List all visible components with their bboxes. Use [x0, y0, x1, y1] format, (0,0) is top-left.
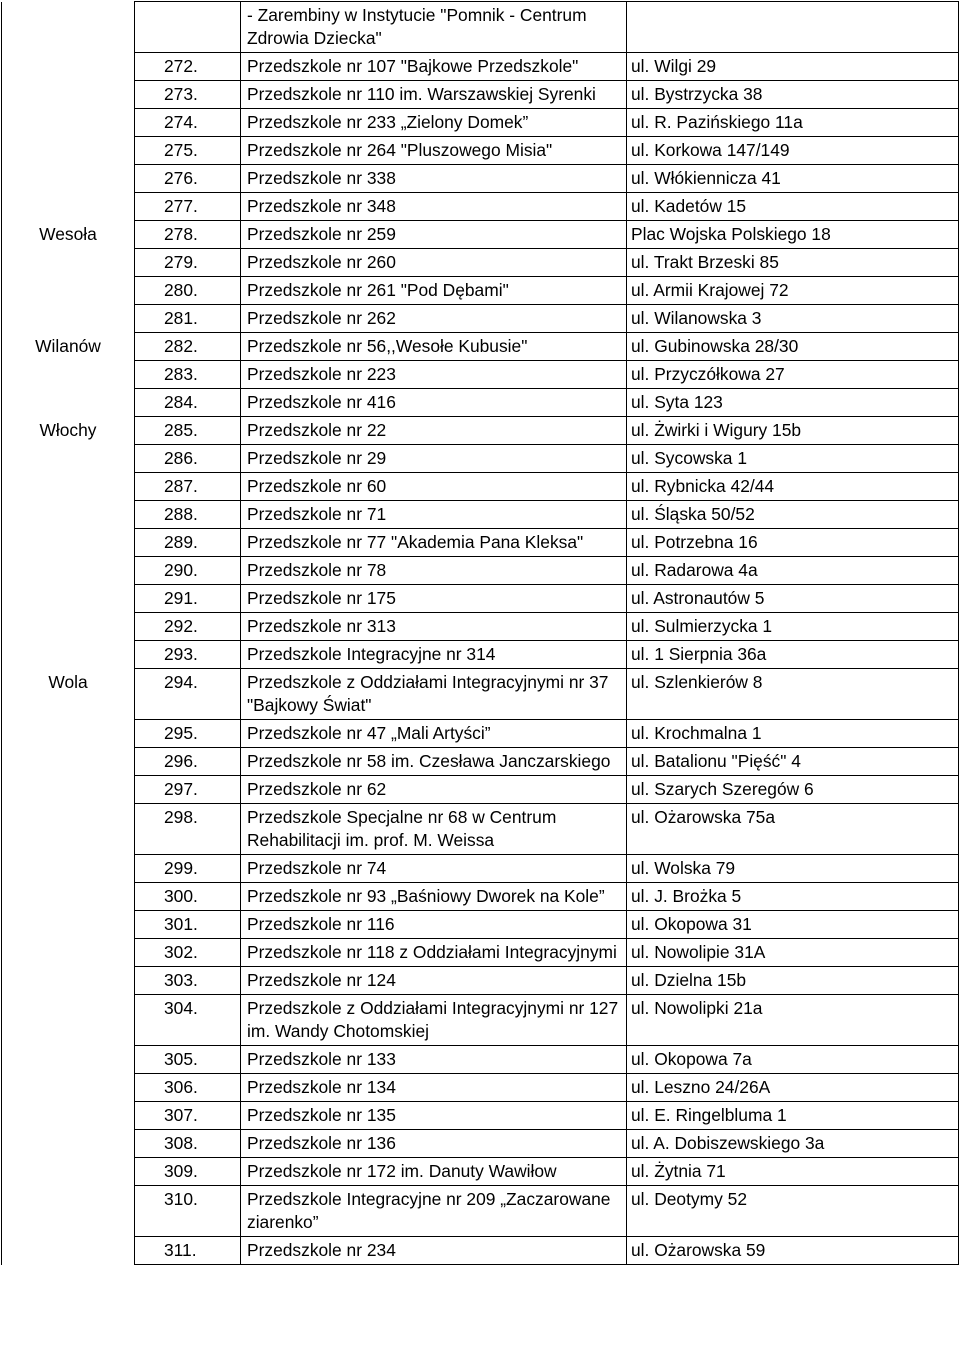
row-number: 292. [135, 613, 241, 641]
kindergarten-name: - Zarembiny w Instytucie "Pomnik - Centrum Zdrowia Dziecka" [241, 2, 627, 53]
kindergarten-address: ul. Radarowa 4a [627, 557, 959, 585]
kindergarten-address: ul. Okopowa 7a [627, 1046, 959, 1074]
row-number: 295. [135, 720, 241, 748]
kindergarten-address: ul. Potrzebna 16 [627, 529, 959, 557]
kindergarten-address: ul. Przyczółkowa 27 [627, 361, 959, 389]
kindergarten-address: ul. Ożarowska 75a [627, 804, 959, 855]
row-number: 287. [135, 473, 241, 501]
row-number: 272. [135, 53, 241, 81]
kindergarten-name: Przedszkole nr 58 im. Czesława Janczarskiego [241, 748, 627, 776]
kindergarten-address: ul. Astronautów 5 [627, 585, 959, 613]
kindergarten-name: Przedszkole nr 124 [241, 967, 627, 995]
table-row [2, 333, 959, 361]
district-cell [2, 669, 135, 1265]
table-row [2, 883, 959, 911]
kindergarten-name: Przedszkole nr 78 [241, 557, 627, 585]
table-row [2, 501, 959, 529]
table-row [2, 585, 959, 613]
kindergarten-name: Przedszkole Specjalne nr 68 w Centrum Rehabilitacji im. prof. M. Weissa [241, 804, 627, 855]
kindergarten-address: ul. Wolska 79 [627, 855, 959, 883]
table-row [2, 669, 959, 720]
kindergarten-address: ul. Szarych Szeregów 6 [627, 776, 959, 804]
kindergarten-name: Przedszkole nr 233 „Zielony Domek” [241, 109, 627, 137]
row-number: 288. [135, 501, 241, 529]
row-number: 303. [135, 967, 241, 995]
table-row [2, 445, 959, 473]
row-number: 301. [135, 911, 241, 939]
kindergarten-address: ul. R. Pazińskiego 11a [627, 109, 959, 137]
kindergarten-name: Przedszkole nr 93 „Baśniowy Dworek na Kole” [241, 883, 627, 911]
kindergarten-address: ul. Korkowa 147/149 [627, 137, 959, 165]
row-number: 291. [135, 585, 241, 613]
kindergarten-name: Przedszkole nr 134 [241, 1074, 627, 1102]
district-cell [2, 417, 135, 669]
row-number: 302. [135, 939, 241, 967]
district-name: Wilanów [35, 335, 101, 356]
kindergarten-name: Przedszkole nr 135 [241, 1102, 627, 1130]
kindergarten-address: ul. Żytnia 71 [627, 1158, 959, 1186]
table-row [2, 1186, 959, 1237]
row-number: 283. [135, 361, 241, 389]
district-name: Wola [48, 671, 88, 692]
row-number: 296. [135, 748, 241, 776]
row-number: 309. [135, 1158, 241, 1186]
kindergarten-address: ul. Ożarowska 59 [627, 1237, 959, 1265]
kindergarten-address: ul. Żwirki i Wigury 15b [627, 417, 959, 445]
table-row [2, 776, 959, 804]
kindergarten-address: ul. Leszno 24/26A [627, 1074, 959, 1102]
kindergarten-name: Przedszkole nr 133 [241, 1046, 627, 1074]
table-row [2, 804, 959, 855]
kindergarten-address: ul. J. Brożka 5 [627, 883, 959, 911]
kindergarten-address: ul. Sulmierzycka 1 [627, 613, 959, 641]
table-row [2, 1130, 959, 1158]
table-row [2, 193, 959, 221]
kindergarten-address: ul. Syta 123 [627, 389, 959, 417]
kindergarten-address: ul. Bystrzycka 38 [627, 81, 959, 109]
table-row [2, 1074, 959, 1102]
table-row [2, 1046, 959, 1074]
row-number: 286. [135, 445, 241, 473]
kindergarten-address: ul. Nowolipie 31A [627, 939, 959, 967]
row-number [135, 2, 241, 53]
kindergarten-name: Przedszkole nr 110 im. Warszawskiej Syrenki [241, 81, 627, 109]
kindergarten-address: ul. Śląska 50/52 [627, 501, 959, 529]
kindergarten-name: Przedszkole z Oddziałami Integracyjnymi nr 37 "Bajkowy Świat" [241, 669, 627, 720]
table-row [2, 137, 959, 165]
kindergarten-address: ul. Włókiennicza 41 [627, 165, 959, 193]
district-cell [2, 2, 135, 221]
kindergarten-name: Przedszkole nr 29 [241, 445, 627, 473]
table-row [2, 417, 959, 445]
kindergarten-address [627, 2, 959, 53]
district-cell [2, 333, 135, 417]
kindergarten-address: ul. A. Dobiszewskiego 3a [627, 1130, 959, 1158]
table-row [2, 2, 959, 53]
kindergarten-name: Przedszkole nr 223 [241, 361, 627, 389]
row-number: 306. [135, 1074, 241, 1102]
kindergarten-address: Plac Wojska Polskiego 18 [627, 221, 959, 249]
table-row [2, 529, 959, 557]
kindergarten-name: Przedszkole nr 264 "Pluszowego Misia" [241, 137, 627, 165]
table-row [2, 221, 959, 249]
row-number: 290. [135, 557, 241, 585]
table-row [2, 720, 959, 748]
row-number: 275. [135, 137, 241, 165]
kindergarten-name: Przedszkole nr 348 [241, 193, 627, 221]
kindergarten-name: Przedszkole nr 175 [241, 585, 627, 613]
row-number: 278. [135, 221, 241, 249]
table-row [2, 557, 959, 585]
kindergarten-name: Przedszkole nr 60 [241, 473, 627, 501]
kindergarten-name: Przedszkole nr 260 [241, 249, 627, 277]
table-row [2, 277, 959, 305]
kindergarten-name: Przedszkole Integracyjne nr 209 „Zaczarowane ziarenko” [241, 1186, 627, 1237]
table-row [2, 305, 959, 333]
kindergarten-address: ul. Batalionu "Pięść" 4 [627, 748, 959, 776]
row-number: 284. [135, 389, 241, 417]
kindergarten-address: ul. Deotymy 52 [627, 1186, 959, 1237]
table-row [2, 473, 959, 501]
table-row [2, 748, 959, 776]
row-number: 310. [135, 1186, 241, 1237]
row-number: 280. [135, 277, 241, 305]
kindergarten-name: Przedszkole nr 262 [241, 305, 627, 333]
kindergarten-name: Przedszkole nr 136 [241, 1130, 627, 1158]
kindergarten-address: ul. Kadetów 15 [627, 193, 959, 221]
table-row [2, 1237, 959, 1265]
table-row [2, 361, 959, 389]
table-row [2, 249, 959, 277]
kindergarten-name: Przedszkole nr 259 [241, 221, 627, 249]
kindergarten-name: Przedszkole nr 47 „Mali Artyści” [241, 720, 627, 748]
row-number: 276. [135, 165, 241, 193]
kindergarten-address: ul. Dzielna 15b [627, 967, 959, 995]
kindergarten-name: Przedszkole nr 234 [241, 1237, 627, 1265]
table-row [2, 1102, 959, 1130]
kindergarten-name: Przedszkole nr 313 [241, 613, 627, 641]
kindergarten-address: ul. Wilanowska 3 [627, 305, 959, 333]
row-number: 308. [135, 1130, 241, 1158]
kindergarten-address: ul. Gubinowska 28/30 [627, 333, 959, 361]
kindergarten-address: ul. Okopowa 31 [627, 911, 959, 939]
table-row [2, 939, 959, 967]
row-number: 293. [135, 641, 241, 669]
row-number: 307. [135, 1102, 241, 1130]
row-number: 299. [135, 855, 241, 883]
row-number: 285. [135, 417, 241, 445]
table-row [2, 641, 959, 669]
table-row [2, 389, 959, 417]
kindergarten-address: ul. Rybnicka 42/44 [627, 473, 959, 501]
row-number: 277. [135, 193, 241, 221]
district-cell [2, 221, 135, 333]
kindergarten-address: ul. Szlenkierów 8 [627, 669, 959, 720]
table-row [2, 613, 959, 641]
table-row [2, 109, 959, 137]
kindergarten-table [1, 1, 959, 1265]
row-number: 289. [135, 529, 241, 557]
row-number: 282. [135, 333, 241, 361]
kindergarten-name: Przedszkole nr 338 [241, 165, 627, 193]
row-number: 274. [135, 109, 241, 137]
kindergarten-name: Przedszkole Integracyjne nr 314 [241, 641, 627, 669]
row-number: 298. [135, 804, 241, 855]
kindergarten-name: Przedszkole nr 116 [241, 911, 627, 939]
row-number: 281. [135, 305, 241, 333]
kindergarten-name: Przedszkole nr 71 [241, 501, 627, 529]
kindergarten-name: Przedszkole nr 261 "Pod Dębami" [241, 277, 627, 305]
table-row [2, 53, 959, 81]
kindergarten-address: ul. E. Ringelbluma 1 [627, 1102, 959, 1130]
table-row [2, 1158, 959, 1186]
kindergarten-address: ul. Armii Krajowej 72 [627, 277, 959, 305]
kindergarten-name: Przedszkole nr 172 im. Danuty Wawiłow [241, 1158, 627, 1186]
kindergarten-address: ul. Wilgi 29 [627, 53, 959, 81]
row-number: 300. [135, 883, 241, 911]
table-row [2, 855, 959, 883]
kindergarten-address: ul. Sycowska 1 [627, 445, 959, 473]
kindergarten-name: Przedszkole nr 107 "Bajkowe Przedszkole" [241, 53, 627, 81]
kindergarten-name: Przedszkole z Oddziałami Integracyjnymi nr 127 im. Wandy Chotomskiej [241, 995, 627, 1046]
kindergarten-name: Przedszkole nr 56,,Wesołe Kubusie" [241, 333, 627, 361]
kindergarten-address: ul. Trakt Brzeski 85 [627, 249, 959, 277]
kindergarten-name: Przedszkole nr 77 "Akademia Pana Kleksa" [241, 529, 627, 557]
table-row [2, 911, 959, 939]
kindergarten-address: ul. Nowolipki 21a [627, 995, 959, 1046]
row-number: 311. [135, 1237, 241, 1265]
district-name: Wesoła [39, 223, 97, 244]
kindergarten-address: ul. Krochmalna 1 [627, 720, 959, 748]
kindergarten-name: Przedszkole nr 118 z Oddziałami Integracyjnymi [241, 939, 627, 967]
table-body [2, 2, 959, 1265]
row-number: 273. [135, 81, 241, 109]
kindergarten-list [1, 1, 958, 1265]
table-row [2, 81, 959, 109]
table-row [2, 995, 959, 1046]
kindergarten-address: ul. 1 Sierpnia 36a [627, 641, 959, 669]
kindergarten-name: Przedszkole nr 62 [241, 776, 627, 804]
kindergarten-name: Przedszkole nr 74 [241, 855, 627, 883]
row-number: 279. [135, 249, 241, 277]
row-number: 294. [135, 669, 241, 720]
district-name: Włochy [39, 419, 97, 440]
table-row [2, 165, 959, 193]
kindergarten-name: Przedszkole nr 22 [241, 417, 627, 445]
row-number: 305. [135, 1046, 241, 1074]
kindergarten-name: Przedszkole nr 416 [241, 389, 627, 417]
row-number: 304. [135, 995, 241, 1046]
row-number: 297. [135, 776, 241, 804]
table-row [2, 967, 959, 995]
